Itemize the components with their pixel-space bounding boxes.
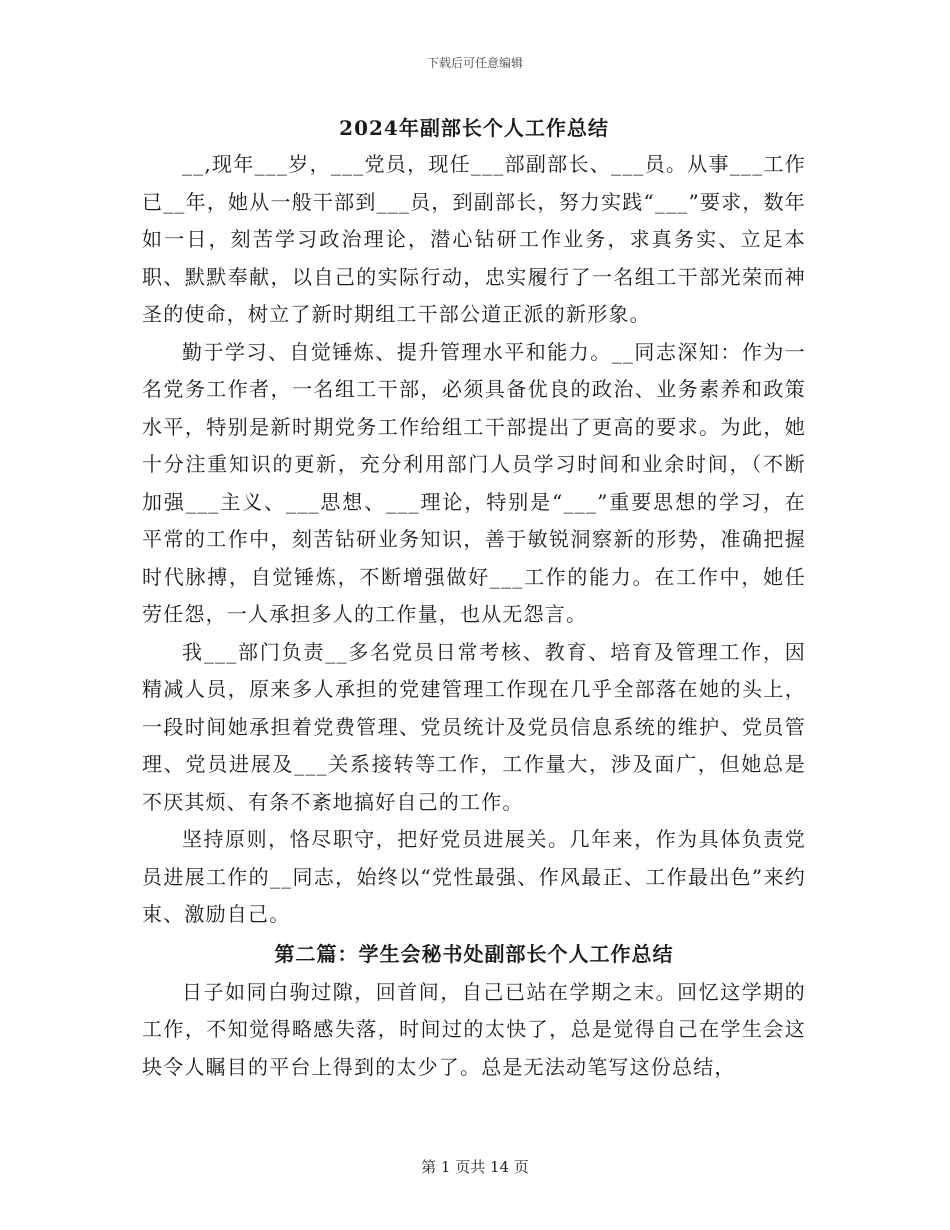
page-number: 第 1 页共 14 页: [421, 1158, 529, 1176]
paragraph-2: 勤于学习、自觉锤炼、提升管理水平和能力。__同志深知：作为一名党务工作者，一名组工干部，必须具备优良的政治、业务素养和政策水平，特别是新时期党务工作给组工干部提出了更高的要求。为此，她十分注重知识的更新，充分利用部门人员学习时间和业余时间，（不断加强___主义、___思想、___理论，特别是“___”重要思想的学习，在平常的工作中，刻苦钻研业务知识，善于敏锐洞察新的形势，准确把握时代脉搏，自觉锤炼，不断增强做好___工作的能力。在工作中，她任劳任怨，一人承担多人的工作量，也从无怨言。: [142, 339, 806, 626]
section-2-title: 第二篇：学生会秘书处副部长个人工作总结: [274, 941, 674, 966]
section-2-paragraph: 日子如同白驹过隙，回首间，自己已站在学期之末。回忆这学期的工作，不知觉得略感失落，时间过的太快了，总是觉得自己在学生会这块令人瞩目的平台上得到的太少了。总是无法动笔写这份总结，: [142, 979, 806, 1079]
document-title: 2024年副部长个人工作总结: [339, 116, 609, 140]
paragraph-3: 我___部门负责__多名党员日常考核、教育、培育及管理工作，因精减人员，原来多人承担的党建管理工作现在几乎全部落在她的头上，一段时间她承担着党费管理、党员统计及党员信息系统的维护、党员管理、党员进展及___关系接转等工作，工作量大，涉及面广，但她总是不厌其烦、有条不紊地搞好自己的工作。: [142, 639, 806, 814]
paragraph-4: 坚持原则，恪尽职守，把好党员进展关。几年来，作为具体负责党员进展工作的__同志，始终以“党性最强、作风最正、工作最出色”来约束、激励自己。: [142, 827, 806, 926]
header-note: 下载后可任意编辑: [426, 56, 523, 70]
paragraph-1: __,现年___岁，___党员，现任___部副部长、___员。从事___工作已__年，她从一般干部到___员，到副部长，努力实践“___”要求，数年如一日，刻苦学习政治理论，潜心钻研工作业务，求真务实、立足本职、默默奉献，以自己的实际行动，忠实履行了一名组工干部光荣而神圣的使命，树立了新时期组工干部公道正派的新形象。: [142, 152, 806, 326]
document-body: [142, 112, 806, 1086]
